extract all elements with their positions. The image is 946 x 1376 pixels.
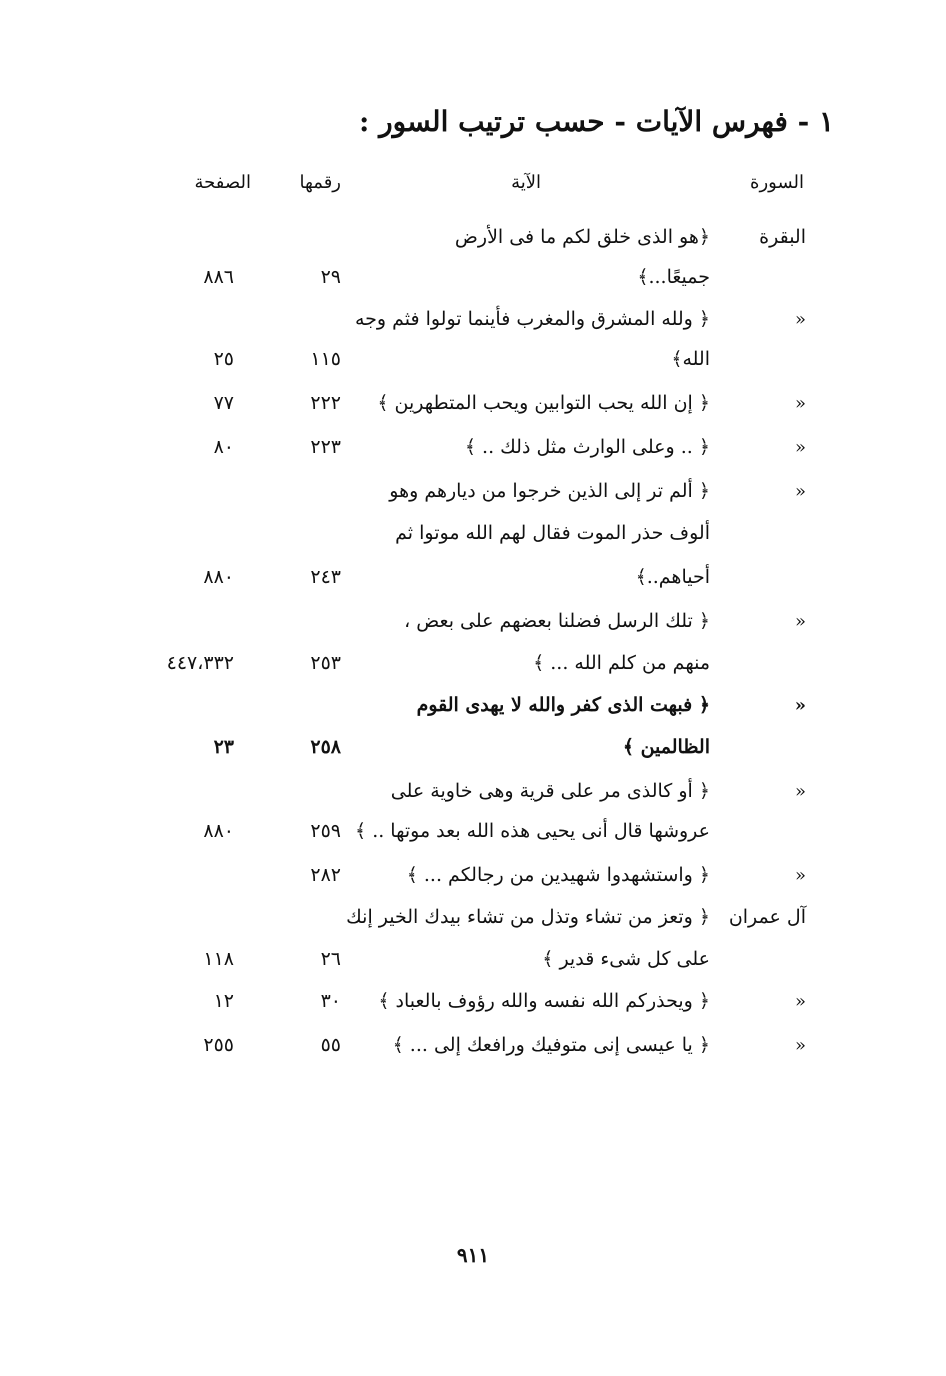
- ayah-number-cell: ٢٤٣: [310, 566, 341, 588]
- surah-cell: البقرة: [759, 226, 806, 248]
- page-cell: [124, 854, 234, 897]
- page-cell: ١١٨: [203, 948, 234, 970]
- table-row: [0, 512, 946, 555]
- ayah-text-cell: الظالمين ﴾: [622, 736, 710, 758]
- ayah-text-cell: ﴿هو الذى خلق لكم ما فى الأرض: [454, 226, 710, 248]
- table-row: [0, 726, 946, 769]
- ayah-text-cell: ألوف حذر الموت فقال لهم الله موتوا ثم: [395, 522, 710, 544]
- table-row: [0, 600, 946, 643]
- surah-cell: «: [794, 991, 806, 1012]
- header-number: رقمها: [299, 172, 341, 193]
- header-ayah: الآية: [511, 172, 541, 193]
- surah-cell: «: [794, 865, 806, 886]
- surah-cell: آل عمران: [728, 906, 806, 928]
- ayah-text-cell: ﴿ يا عيسى إنى متوفيك ورافعك إلى ... ﴾: [392, 1034, 710, 1056]
- table-row: [0, 980, 946, 1023]
- table-row: [0, 426, 946, 469]
- surah-cell: [716, 938, 806, 981]
- ayah-text-cell: ﴿ وتعز من تشاء وتذل من تشاء بيدك الخير إنك: [346, 906, 710, 928]
- ayah-text-cell: ﴿ فبهت الذى كفر والله لا يهدى القوم: [416, 694, 710, 716]
- ayah-number-cell: [281, 216, 341, 259]
- table-row: [0, 684, 946, 727]
- surah-cell: «: [794, 393, 806, 414]
- surah-cell: [716, 726, 806, 769]
- page-number: ٩١١: [456, 1243, 490, 1267]
- page-cell: ٨٨٦: [203, 266, 234, 288]
- ayah-number-cell: [281, 770, 341, 813]
- surah-cell: [716, 256, 806, 299]
- ayah-number-cell: ٢٢٢: [310, 392, 341, 414]
- page-cell: [124, 600, 234, 643]
- surah-cell: «: [794, 1035, 806, 1056]
- page-cell: ٢٥٥: [203, 1034, 234, 1056]
- ayah-number-cell: [281, 896, 341, 939]
- table-row: [0, 938, 946, 981]
- table-row: [0, 896, 946, 939]
- ayah-number-cell: ١١٥: [310, 348, 341, 370]
- page-cell: ٢٣: [213, 736, 234, 758]
- surah-cell: [716, 810, 806, 853]
- table-row: [0, 770, 946, 813]
- table-row: [0, 810, 946, 853]
- ayah-text-cell: الله﴾: [671, 348, 710, 370]
- ayah-text-cell: ﴿ واستشهدوا شهيدين من رجالكم ... ﴾: [406, 864, 710, 886]
- table-row: [0, 338, 946, 381]
- page-cell: [124, 298, 234, 341]
- ayah-number-cell: [281, 684, 341, 727]
- ayah-text-cell: أحياهم..﴾: [635, 566, 710, 588]
- page-cell: ٢٥: [213, 348, 234, 370]
- ayah-text-cell: عروشها قال أنى يحيى هذه الله بعد موتها .. ﴾: [355, 820, 710, 842]
- surah-cell: «: [794, 611, 806, 632]
- page-cell: [124, 896, 234, 939]
- ayah-text-cell: منهم من كلم الله ... ﴾: [533, 652, 710, 674]
- page-cell: ٤٤٧،٣٣٢: [166, 652, 234, 674]
- table-row: [0, 216, 946, 259]
- page-cell: [124, 470, 234, 513]
- ayah-text-cell: ﴿ ألم تر إلى الذين خرجوا من ديارهم وهو: [389, 480, 710, 502]
- ayah-text-cell: ﴿ ويحذركم الله نفسه والله رؤوف بالعباد ﴾: [378, 990, 710, 1012]
- ayah-number-cell: ٥٥: [320, 1034, 341, 1056]
- ayah-text-cell: ﴿ تلك الرسل فضلنا بعضهم على بعض ،: [404, 610, 710, 632]
- page-cell: ٧٧: [213, 392, 234, 414]
- header-surah: السورة: [750, 172, 804, 193]
- page-cell: [124, 770, 234, 813]
- page-cell: ١٢: [213, 990, 234, 1012]
- surah-cell: «: [794, 481, 806, 502]
- table-row: [0, 1024, 946, 1067]
- surah-cell: [716, 512, 806, 555]
- page-cell: ٨٨٠: [203, 566, 234, 588]
- table-row: [0, 256, 946, 299]
- header-page: الصفحة: [194, 172, 251, 193]
- surah-cell: [716, 642, 806, 685]
- ayah-text-cell: ﴿ إن الله يحب التوابين ويحب المتطهرين ﴾: [377, 392, 710, 414]
- page-cell: ٨٠: [213, 436, 234, 458]
- ayah-number-cell: ٢٦: [320, 948, 341, 970]
- table-row: [0, 382, 946, 425]
- ayah-number-cell: ٢٩: [320, 266, 341, 288]
- surah-cell: «: [794, 309, 806, 330]
- ayah-text-cell: على كل شىء قدير ﴾: [542, 948, 710, 970]
- table-row: [0, 854, 946, 897]
- ayah-number-cell: ٢٥٣: [310, 652, 341, 674]
- ayah-number-cell: [281, 470, 341, 513]
- table-row: [0, 642, 946, 685]
- table-row: [0, 470, 946, 513]
- ayah-number-cell: [281, 600, 341, 643]
- page-cell: [124, 216, 234, 259]
- surah-cell: [716, 338, 806, 381]
- surah-cell: «: [794, 781, 806, 802]
- ayah-text-cell: جميعًا...﴾: [637, 266, 710, 288]
- ayah-number-cell: ٢٥٨: [310, 736, 341, 758]
- table-row: [0, 556, 946, 599]
- surah-cell: [716, 556, 806, 599]
- ayah-number-cell: ٣٠: [320, 990, 341, 1012]
- ayah-number-cell: ٢٢٣: [310, 436, 341, 458]
- ayah-number-cell: [281, 512, 341, 555]
- ayah-number-cell: [281, 298, 341, 341]
- page-cell: [124, 684, 234, 727]
- ayah-text-cell: ﴿ ولله المشرق والمغرب فأينما تولوا فثم وجه: [354, 308, 710, 330]
- ayah-text-cell: ﴿ .. وعلى الوارث مثل ذلك .. ﴾: [464, 436, 710, 458]
- page-title: ١ - فهرس الآيات - حسب ترتيب السور :: [359, 105, 834, 138]
- page-cell: [124, 512, 234, 555]
- table-row: [0, 298, 946, 341]
- surah-cell: «: [794, 437, 806, 458]
- ayah-number-cell: ٢٥٩: [310, 820, 341, 842]
- ayah-number-cell: ٢٨٢: [310, 864, 341, 886]
- page-cell: ٨٨٠: [203, 820, 234, 842]
- ayah-text-cell: ﴿ أو كالذى مر على قرية وهى خاوية على: [390, 780, 710, 802]
- surah-cell: «: [794, 695, 806, 716]
